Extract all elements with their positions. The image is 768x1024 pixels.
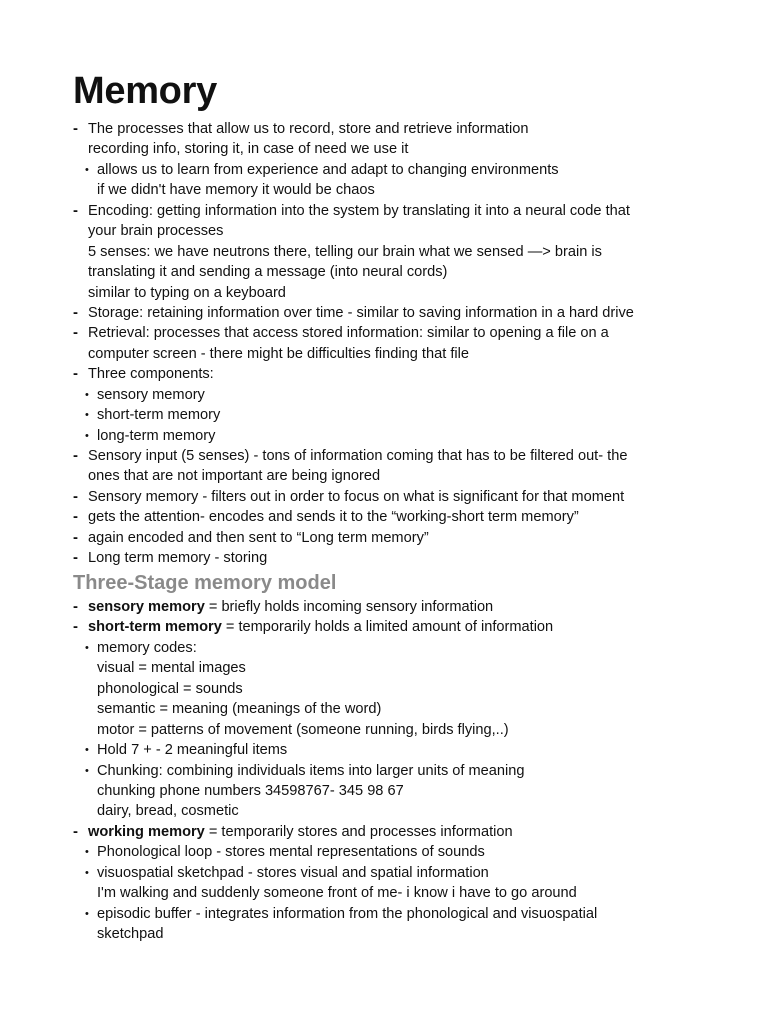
line-text: 5 senses: we have neutrons there, telling our brain what we sensed —> brain is — [88, 243, 602, 260]
line-text: recording info, storing it, in case of need we use it — [88, 141, 409, 158]
continuation-line — [73, 139, 733, 159]
dash-marker: - — [73, 120, 78, 137]
bullet-item — [73, 385, 733, 405]
line-text: = temporarily stores and processes information — [204, 823, 513, 840]
bullet-item — [73, 426, 733, 446]
line-text: Sensory memory - filters out in order to focus on what is significant for that moment — [88, 488, 625, 505]
term: sensory memory — [88, 599, 205, 615]
dash-marker: - — [73, 549, 78, 567]
bullet-marker: • — [85, 641, 89, 654]
line-text: Sensory input (5 senses) - tons of information coming that has to be filtered out- the — [88, 448, 628, 464]
dash-item — [73, 528, 733, 548]
continuation-line — [73, 221, 733, 241]
term: short-term memory — [88, 619, 222, 636]
line-text: = briefly holds incoming sensory information — [204, 599, 494, 615]
dash-marker: - — [73, 303, 78, 321]
bullet-marker: • — [85, 409, 89, 422]
line-text: Encoding: getting information into the system by translating it into a neural code that — [88, 202, 630, 219]
dash-marker: - — [73, 822, 78, 840]
line-text: phonological = sounds — [97, 680, 243, 697]
line-text: = temporarily holds a limited amount of information — [221, 619, 554, 636]
line-text: allows us to learn from experience and adapt to changing environments — [97, 161, 559, 178]
bullet-item — [73, 160, 733, 180]
line-text: Hold 7 + - 2 meaningful items — [97, 742, 288, 759]
line-text: Phonological loop - stores mental representations of sounds — [97, 844, 485, 861]
continuation-line — [73, 283, 733, 303]
bullet-item — [73, 740, 733, 760]
line-text: sensory memory — [97, 386, 205, 403]
dash-item — [73, 201, 733, 221]
line-text: Long term memory - storing — [88, 550, 268, 567]
continuation-line — [73, 679, 733, 699]
line-text: ones that are not important are being ignored — [88, 468, 381, 485]
line-text: again encoded and then sent to “Long term memory” — [88, 529, 429, 546]
dash-item — [73, 487, 733, 507]
line-text: your brain processes — [88, 223, 224, 240]
section-heading: Three-Stage memory model — [73, 572, 337, 594]
bullet-marker: • — [85, 744, 89, 757]
line-text: sketchpad — [97, 926, 164, 942]
line-text: Storage: retaining information over time - similar to saving information in a hard drive — [88, 304, 634, 321]
bullet-item — [73, 904, 733, 924]
bullet-item — [73, 842, 733, 862]
line-text: episodic buffer - integrates information from the phonological and visuospatial — [97, 905, 598, 922]
line-text: gets the attention- encodes and sends it to the “working-short term memory” — [88, 509, 579, 526]
continuation-line — [73, 720, 733, 740]
line-text: if we didn't have memory it would be chaos — [97, 182, 375, 199]
dash-item — [73, 323, 733, 343]
dash-marker: - — [73, 598, 78, 615]
dash-item — [73, 548, 733, 568]
line-text: long-term memory — [97, 427, 216, 444]
dash-marker: - — [73, 201, 78, 219]
line-text: I'm walking and suddenly someone front of me- i know i have to go around — [97, 885, 577, 902]
line-text: Chunking: combining individuals items into larger units of meaning — [97, 762, 525, 779]
continuation-line — [73, 262, 733, 282]
line-text: visuospatial sketchpad - stores visual and spatial information — [97, 864, 489, 881]
bullet-item — [73, 405, 733, 425]
notes-section-three-stage-model — [73, 597, 733, 944]
line-text: Retrieval: processes that access stored information: similar to opening a file on a — [88, 325, 609, 342]
bullet-marker: • — [85, 846, 89, 859]
line-text: The processes that allow us to record, store and retrieve information — [88, 121, 529, 137]
continuation-line — [73, 242, 733, 262]
dash-marker: - — [73, 447, 78, 464]
dash-item — [73, 822, 733, 842]
line-text: chunking phone numbers 34598767- 345 98 67 — [97, 782, 404, 799]
continuation-line — [73, 781, 733, 801]
bullet-marker: • — [85, 429, 89, 442]
dash-marker: - — [73, 324, 78, 342]
page-title: Memory — [73, 70, 217, 112]
line-text: Three components: — [88, 366, 214, 383]
dash-item — [73, 597, 733, 617]
line-text: memory codes: — [97, 639, 197, 656]
dash-marker: - — [73, 618, 78, 636]
notes-section-intro — [73, 119, 733, 569]
continuation-line — [73, 801, 733, 821]
line-text: translating it and sending a message (into neural cords) — [88, 264, 448, 281]
bullet-marker: • — [85, 764, 89, 777]
continuation-line — [73, 699, 733, 719]
bullet-marker: • — [85, 907, 89, 920]
dash-item — [73, 446, 733, 466]
dash-marker: - — [73, 528, 78, 546]
continuation-line — [73, 344, 733, 364]
line-text: short-term memory — [97, 407, 221, 424]
bullet-marker: • — [85, 388, 89, 401]
bullet-marker: • — [85, 163, 89, 176]
line-text: semantic = meaning (meanings of the word) — [97, 701, 382, 718]
bullet-item — [73, 638, 733, 658]
continuation-line — [73, 466, 733, 486]
dash-item — [73, 303, 733, 323]
bullet-item — [73, 761, 733, 781]
line-text: computer screen - there might be difficulties finding that file — [88, 345, 469, 362]
dash-item — [73, 507, 733, 527]
continuation-line — [73, 180, 733, 200]
dash-marker: - — [73, 365, 78, 383]
dash-marker: - — [73, 487, 78, 505]
dash-marker: - — [73, 508, 78, 526]
dash-item — [73, 119, 733, 139]
term: working memory — [88, 823, 205, 840]
dash-item — [73, 617, 733, 637]
dash-item — [73, 364, 733, 384]
bullet-marker: • — [85, 866, 89, 879]
line-text: motor = patterns of movement (someone running, birds flying,..) — [97, 721, 509, 738]
line-text: visual = mental images — [97, 660, 246, 677]
continuation-line — [73, 658, 733, 678]
bullet-item — [73, 863, 733, 883]
continuation-line — [73, 924, 733, 944]
line-text: dairy, bread, cosmetic — [97, 803, 239, 820]
continuation-line — [73, 883, 733, 903]
line-text: similar to typing on a keyboard — [88, 284, 286, 301]
